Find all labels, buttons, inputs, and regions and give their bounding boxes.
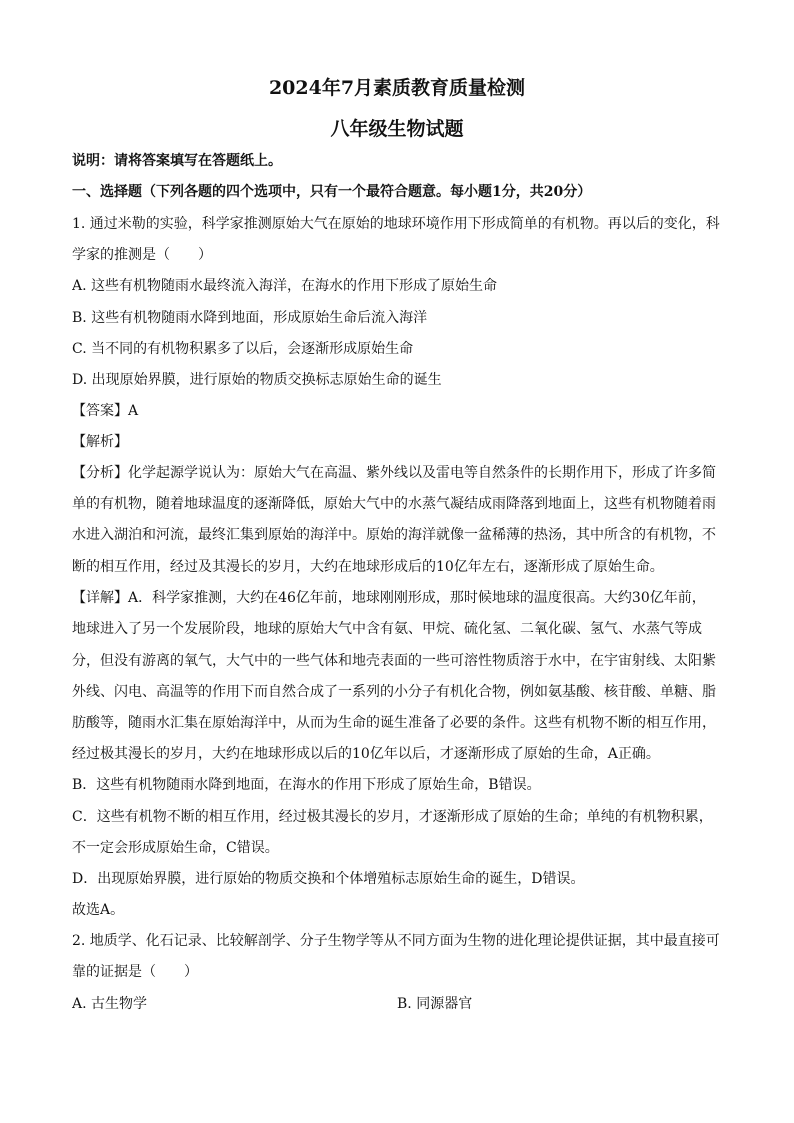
question-stem: 2. 地质学、化石记录、比较解剖学、分子生物学等从不同方面为生物的进化理论提供证据，其中最直接可 [72, 933, 720, 949]
option-b: B. 同源器官 [397, 996, 473, 1012]
section-heading: 一、选择题（下列各题的四个选项中，只有一个最符合题意。每小题1分，共20分） [72, 184, 592, 200]
analysis-text: 水进入湖泊和河流，最终汇集到原始的海洋中。原始的海洋就像一盆稀薄的热汤，其中所含的有机物，不 [72, 527, 716, 543]
detail-text: B．这些有机物随雨水降到地面，在海水的作用下形成了原始生命，B错误。 [72, 777, 541, 793]
page-title: 2024年7月素质教育质量检测 [268, 77, 526, 99]
analysis-label: 【解析】 [72, 434, 128, 450]
analysis-text: 【分析】化学起源学说认为：原始大气在高温、紫外线以及雷电等自然条件的长期作用下，形成了许多简 [72, 465, 716, 481]
option-c: C. 当不同的有机物积累多了以后，会逐渐形成原始生命 [72, 341, 414, 357]
detail-text: 分，但没有游离的氧气，大气中的一些气体和地壳表面的一些可溶性物质溶于水中，在宇宙射线、太阳紫 [72, 653, 716, 669]
option-a: A. 古生物学 [72, 996, 148, 1012]
question-stem: 靠的证据是（ ） [72, 964, 198, 980]
question-stem: 1. 通过米勒的实验，科学家推测原始大气在原始的地球环境作用下形成简单的有机物。再以后的变化，科 [72, 216, 720, 232]
detail-text: 地球进入了另一个发展阶段，地球的原始大气中含有氨、甲烷、硫化氢、二氧化碳、氢气、水蒸气等成 [72, 621, 702, 637]
option-d: D. 出现原始界膜，进行原始的物质交换标志原始生命的诞生 [72, 372, 442, 388]
detail-text: 不一定会形成原始生命，C错误。 [72, 840, 279, 856]
question-stem: 学家的推测是（ ） [72, 247, 212, 263]
detail-text: 【详解】A．科学家推测，大约在46亿年前，地球刚刚形成，那时候地球的温度很高。大约30亿年前， [72, 590, 706, 606]
detail-text: D．出现原始界膜，进行原始的物质交换和个体增殖标志原始生命的诞生，D错误。 [72, 871, 585, 887]
detail-text: 故选A。 [72, 902, 125, 918]
detail-text: 经过极其漫长的岁月，大约在地球形成以后的10亿年以后，才逐渐形成了原始的生命，A正确。 [72, 746, 660, 762]
option-b: B. 这些有机物随雨水降到地面，形成原始生命后流入海洋 [72, 310, 428, 326]
analysis-text: 断的相互作用，经过及其漫长的岁月，大约在地球形成后的10亿年左右，逐渐形成了原始生命。 [72, 559, 664, 575]
answer-label: 【答案】A [72, 403, 139, 419]
detail-text: C．这些有机物不断的相互作用，经过极其漫长的岁月，才逐渐形成了原始的生命；单纯的有机物积累， [72, 809, 713, 825]
option-a: A. 这些有机物随雨水最终流入海洋，在海水的作用下形成了原始生命 [72, 278, 498, 294]
page-subtitle: 八年级生物试题 [330, 118, 464, 140]
analysis-text: 单的有机物，随着地球温度的逐渐降低，原始大气中的水蒸气凝结成雨降落到地面上，这些有机物随着雨 [72, 496, 716, 512]
detail-text: 肪酸等，随雨水汇集在原始海洋中，从而为生命的诞生准备了必要的条件。这些有机物不断的相互作用， [72, 715, 716, 731]
instruction-note: 说明：请将答案填写在答题纸上。 [72, 153, 282, 169]
detail-text: 外线、闪电、高温等的作用下而自然合成了一系列的小分子有机化合物，例如氨基酸、核苷酸、单糖、脂 [72, 684, 716, 700]
